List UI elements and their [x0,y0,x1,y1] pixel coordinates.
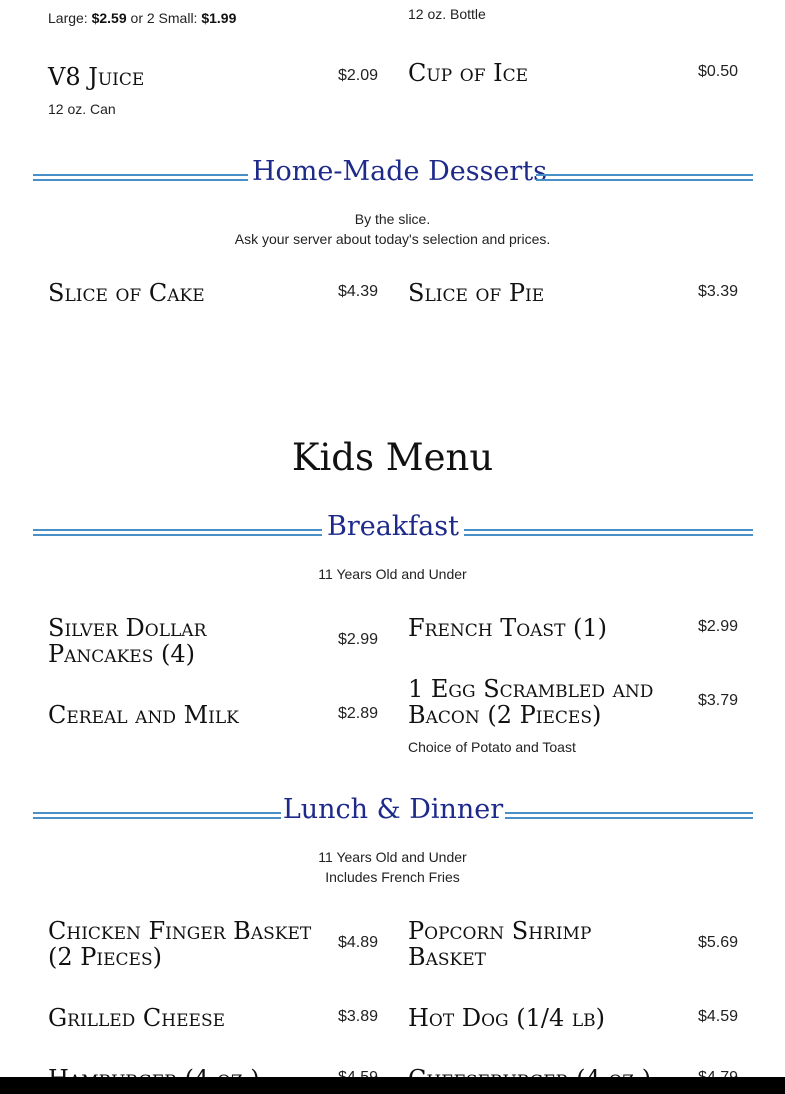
desserts-rule-left [33,174,248,181]
lunch-note-1: 11 Years Old and Under [318,849,467,865]
silver-dollar-pancakes-name [48,615,206,667]
breakfast-rule-right [464,529,753,536]
slice-of-pie-price: $3.39 [697,283,738,300]
french-toast-name: French Toast (1) [408,614,608,642]
fountain-drink-description [48,10,236,26]
desserts-note-1: By the slice. [354,211,431,227]
kids-menu-title: Kids Menu [291,436,494,479]
desserts-note-2: Ask your server about today's selection and prices. [234,231,551,247]
large-label: Large: [48,10,88,26]
breakfast-section-title: Breakfast [327,511,459,542]
egg-name-line-2: Bacon (2 Pieces) [408,701,602,729]
silver-dollar-pancakes-price: $2.99 [337,631,378,648]
hot-dog-name: Hot Dog (1/4 lb) [408,1004,605,1032]
slice-of-pie-name: Slice of Pie [408,279,545,307]
grilled-cheese-name: Grilled Cheese [48,1004,225,1032]
breakfast-rule-left [33,529,322,536]
chicken-finger-basket-name [48,918,311,970]
lunch-rule-right [505,812,753,819]
large-price: $2.59 [91,10,127,26]
popcorn-shrimp-basket-price: $5.69 [697,934,738,951]
cereal-and-milk-name: Cereal and Milk [48,701,239,729]
egg-scrambled-bacon-description: Choice of Potato and Toast [408,739,576,755]
lunch-dinner-section-title: Lunch & Dinner [282,794,504,825]
hot-dog-price: $4.59 [697,1008,738,1025]
shrimp-name-line-2: Basket [408,943,487,971]
lunch-note-2: Includes French Fries [325,869,460,885]
cup-of-ice-name: Cup of Ice [408,59,529,87]
v8-juice-name: V8 Juice [48,63,145,91]
slice-of-cake-name: Slice of Cake [48,279,205,307]
small-price: $1.99 [201,10,237,26]
popcorn-shrimp-basket-name [408,918,591,970]
chicken-name-line-1: Chicken Finger Basket [48,917,312,945]
slice-of-cake-price: $4.39 [337,283,378,300]
breakfast-note: 11 Years Old and Under [318,566,467,582]
v8-juice-description: 12 oz. Can [48,101,116,117]
desserts-section-title: Home-Made Desserts [252,156,548,187]
egg-scrambled-bacon-name [408,676,653,728]
chicken-finger-basket-price: $4.89 [337,934,378,951]
cereal-and-milk-price: $2.89 [337,705,378,722]
v8-juice-price: $2.09 [337,67,378,84]
lunch-rule-left [33,812,281,819]
cup-of-ice-price: $0.50 [697,63,738,80]
bottle-description: 12 oz. Bottle [408,6,486,22]
shrimp-name-line-1: Popcorn Shrimp [408,917,592,945]
egg-scrambled-bacon-price: $3.79 [697,692,738,709]
grilled-cheese-price: $3.89 [337,1008,378,1025]
bottom-bar [0,1077,785,1094]
pancakes-name-line-2: Pancakes (4) [48,640,195,668]
small-label: or 2 Small: [130,10,198,26]
egg-name-line-1: 1 Egg Scrambled and [408,675,654,703]
french-toast-price: $2.99 [697,618,738,635]
desserts-rule-right [536,174,753,181]
chicken-name-line-2: (2 Pieces) [48,943,162,971]
pancakes-name-line-1: Silver Dollar [48,614,207,642]
